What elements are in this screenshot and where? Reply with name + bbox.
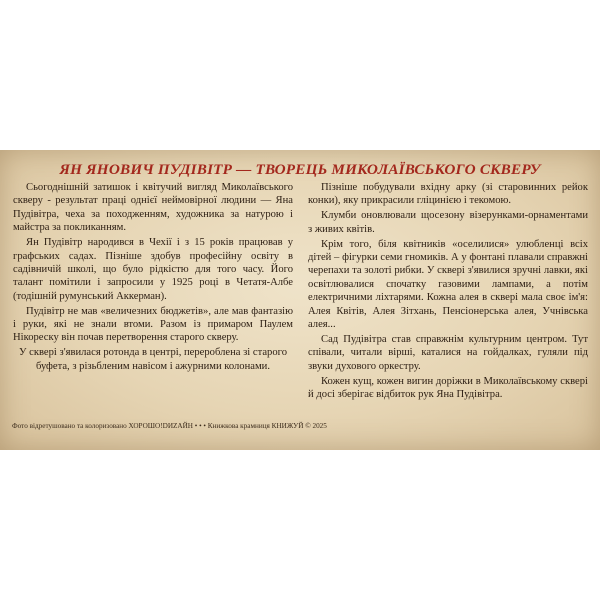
left-paragraph-3: Пудівітр не мав «величезних бюджетів», але мав фантазію і руки, які не знали втоми. Разом із примаром Паулем Нікореску він почав перетворення старого скверу. [13, 305, 293, 344]
right-paragraph-1: Пізніше побудували вхідну арку (зі старовинних рейок конки), яку прикрасили гліцинією і текомою. [308, 182, 588, 207]
left-paragraph-4: У сквері з'явилася ротонда в центрі, перероблена зі старого буфета, з різьбленим навісом і ажурними колонами. [18, 347, 288, 372]
right-paragraph-2: Клумби оновлювали щосезону візерунками-орнаментами з живих квітів. [308, 210, 588, 235]
right-paragraph-3: Крім того, біля квітників «оселилися» улюбленці всіх дітей – фігурки семи гномиків. А у фонтані плавали справжні черепахи та золоті рибки. У сквері з'явилися зручні лавки, які освітлювалися спочатку газовими лампами, а потім електричними ліхтарями. Кожна алея в сквері мала своє ім'я: Алея Квітів, Алея Зітхань, Пенсіонерська алея, Учнівська алея... [308, 238, 588, 331]
right-paragraph-5: Кожен кущ, кожен вигин доріжки в Миколаївському сквері й досі зберігає відбиток рук Яна Пудівітра. [308, 375, 588, 401]
footer-credits: Фото відретушовано та колоризовано ХОРОШО!DИZАЙН • • • Книжкова крамниця КНИЖУЙ © 2025 [12, 422, 327, 430]
card-title: ЯН ЯНОВИЧ ПУДІВІТР — ТВОРЕЦЬ МИКОЛАЇВСЬКОГО СКВЕРУ [59, 161, 541, 178]
left-paragraph-2: Ян Пудівітр народився в Чехії і з 15 років працював у графських садах. Пізніше здобув професійну освіту в садівничій школі, що було рідкістю для того часу. Його талант помітили і запросили у 1925 році в Четатя-Албе (тодішній румунський Аккерман). [13, 237, 293, 302]
left-paragraph-1: Сьогоднішній затишок і квітучий вигляд Миколаївського скверу - результат праці однієї неймовірної людини — Яна Пудівітра, чеха за походженням, художника за натурою і майстра за покликанням. [13, 182, 293, 234]
right-column [308, 181, 588, 403]
info-card [0, 150, 600, 450]
left-column [13, 181, 293, 375]
right-paragraph-4: Сад Пудівітра став справжнім культурним центром. Тут співали, читали вірші, каталися на гойдалках, гуляли під звуки духового оркестру. [308, 333, 588, 372]
